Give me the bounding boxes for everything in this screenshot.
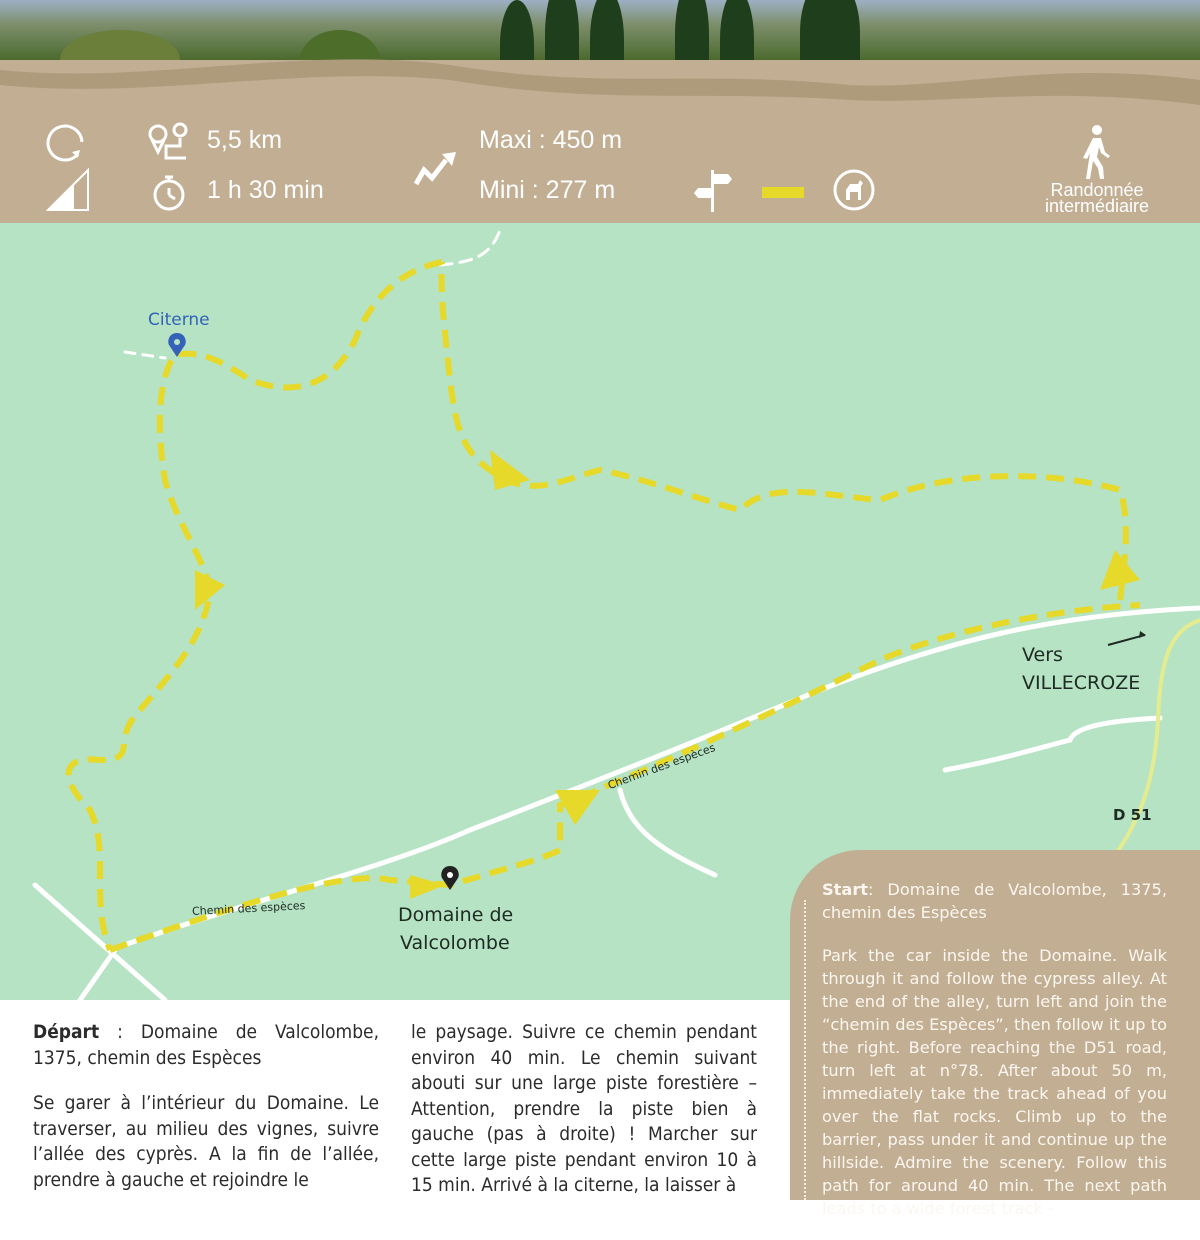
citerne-label: Citerne (148, 310, 210, 330)
start-label: Start (822, 880, 869, 899)
no-dogs-icon (832, 168, 876, 212)
wave-divider (0, 30, 1200, 120)
english-description (790, 850, 1200, 1218)
altitude-min: Mini : 277 m (479, 176, 616, 204)
en-paragraph-1: Park the car inside the Domaine. Walk through it and follow the cypress alley. At the end of the alley, turn left and join the “chemin des Espèces”, then follow it up to the right. Before reaching the D51 road, turn left at n°78. After about 50 m, immediately take the track ahead of you over the flat rocks. Climb up to the barrier, pass under it and continue up the hillside. Admire the scenery. Follow this path for around 40 min. The next path leads to a wide forest track - (822, 946, 1167, 1218)
d51-label: D 51 (1113, 806, 1152, 824)
villecroze-label: VILLECROZE (1022, 672, 1141, 694)
trail-route (69, 262, 1140, 950)
chemin-label-2: Chemin des espèces (606, 741, 718, 793)
hiker-icon (1078, 124, 1114, 180)
stopwatch-icon (150, 172, 188, 212)
loop-icon (46, 120, 92, 162)
vers-label: Vers (1022, 644, 1063, 666)
depart-label: Départ (33, 1021, 100, 1043)
french-description (0, 1000, 790, 1200)
signpost-icon (690, 168, 734, 212)
chemin-label-1: Chemin des espèces (191, 899, 306, 918)
domaine-label-line2: Valcolombe (400, 932, 510, 954)
start-text: : Domaine de Valcolombe, 1375, chemin des Espèces (822, 880, 1167, 922)
difficulty-level-line1: Randonnée (1050, 180, 1144, 200)
distance-icon (146, 120, 192, 162)
trail-marking-yellow (762, 187, 804, 198)
fr-paragraph-1: Se garer à l’intérieur du Domaine. Le traverser, au milieu des vignes, suivre l’allée des cyprès. A la fin de l’allée, prendre à gauche et rejoindre le (33, 1092, 379, 1191)
distance-value: 5,5 km (207, 126, 283, 154)
duration-value: 1 h 30 min (207, 176, 324, 204)
direction-arrows (195, 450, 1140, 899)
altitude-max: Maxi : 450 m (479, 126, 623, 154)
depart-text: : Domaine de Valcolombe, 1375, chemin des Espèces (33, 1021, 379, 1069)
elevation-icon (412, 150, 460, 190)
difficulty-level-line2: intermédiaire (1044, 196, 1150, 216)
difficulty-icon (46, 168, 92, 212)
domaine-label-line1: Domaine de (398, 904, 514, 926)
fr-paragraph-2: le paysage. Suivre ce chemin pendant environ 40 min. Le chemin suivant abouti sur une large piste forestière – Attention, prendre la piste bien à gauche (pas à droite) ! Marcher sur cette large piste pendant environ 10 à 15 min. Arrivé à la citerne, la laisser à (411, 1021, 757, 1196)
